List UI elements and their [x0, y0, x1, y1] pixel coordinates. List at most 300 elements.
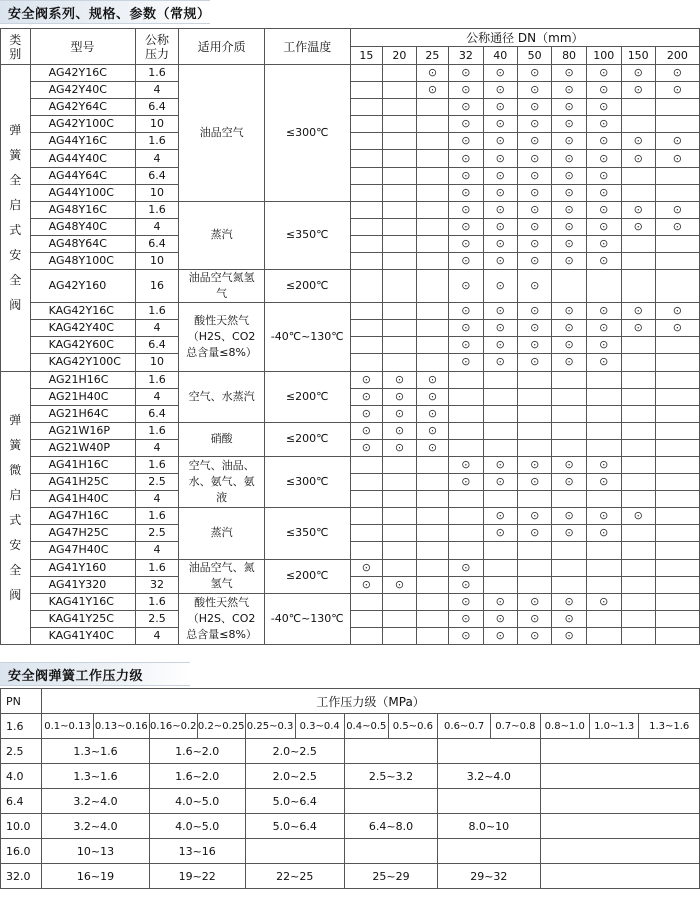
pressure-cell: 1.6	[135, 593, 179, 610]
dn-availability-cell	[350, 593, 383, 610]
dn-availability-cell: ⊙	[483, 184, 517, 201]
dn-availability-cell	[483, 422, 517, 439]
table-row	[1, 371, 700, 388]
dn-availability-cell	[350, 337, 383, 354]
dn-availability-cell	[552, 576, 586, 593]
dn-availability-cell: ⊙	[552, 525, 586, 542]
model-cell: AG48Y40C	[30, 218, 135, 235]
table-row	[1, 133, 700, 150]
pressure-cell: 6.4	[135, 235, 179, 252]
dn-availability-cell: ⊙	[655, 303, 699, 320]
header-dn-200: 200	[655, 47, 699, 65]
pressure-cell: 1.6	[135, 559, 179, 576]
dn-availability-cell	[350, 133, 383, 150]
table-row	[1, 456, 700, 473]
dn-availability-cell	[449, 508, 483, 525]
dn-availability-cell: ⊙	[517, 610, 551, 627]
dn-availability-cell	[416, 320, 449, 337]
dn-availability-cell	[621, 593, 655, 610]
table-row	[1, 814, 700, 839]
dn-availability-cell: ⊙	[449, 167, 483, 184]
dn-availability-cell: ⊙	[483, 270, 517, 303]
range-cell: 25~29	[344, 864, 437, 889]
dn-availability-cell: ⊙	[621, 508, 655, 525]
pressure-cell: 2.5	[135, 610, 179, 627]
dn-availability-cell: ⊙	[483, 116, 517, 133]
dn-availability-cell: ⊙	[552, 593, 586, 610]
dn-availability-cell	[416, 253, 449, 270]
pn-cell: 16.0	[1, 839, 42, 864]
dn-availability-cell	[383, 593, 416, 610]
dn-availability-cell: ⊙	[350, 559, 383, 576]
dn-availability-cell: ⊙	[449, 320, 483, 337]
dn-availability-cell	[483, 559, 517, 576]
dn-availability-cell: ⊙	[621, 82, 655, 99]
dn-availability-cell	[416, 456, 449, 473]
dn-availability-cell: ⊙	[383, 439, 416, 456]
dn-availability-cell	[383, 525, 416, 542]
dn-availability-cell: ⊙	[517, 270, 551, 303]
dn-availability-cell: ⊙	[449, 133, 483, 150]
category-char: 簧	[9, 147, 22, 162]
empty-cell	[540, 814, 699, 839]
table-row	[1, 864, 700, 889]
pressure-cell: 4	[135, 218, 179, 235]
pn-cell: 6.4	[1, 789, 42, 814]
dn-availability-cell	[621, 337, 655, 354]
dn-availability-cell	[483, 439, 517, 456]
pressure-cell: 6.4	[135, 405, 179, 422]
dn-availability-cell: ⊙	[483, 337, 517, 354]
dn-availability-cell: ⊙	[449, 303, 483, 320]
dn-availability-cell: ⊙	[655, 320, 699, 337]
dn-availability-cell: ⊙	[483, 82, 517, 99]
empty-cell	[540, 764, 699, 789]
dn-availability-cell: ⊙	[552, 133, 586, 150]
dn-availability-cell: ⊙	[586, 320, 621, 337]
dn-availability-cell: ⊙	[552, 627, 586, 644]
dn-availability-cell	[350, 184, 383, 201]
dn-availability-cell	[449, 388, 483, 405]
range-cell: 0.25~0.3	[245, 714, 295, 739]
table-row	[1, 508, 700, 525]
dn-availability-cell	[416, 559, 449, 576]
model-cell: AG42Y160	[30, 270, 135, 303]
model-cell: KAG42Y16C	[30, 303, 135, 320]
dn-availability-cell	[552, 388, 586, 405]
table-row	[1, 764, 700, 789]
dn-availability-cell	[655, 167, 699, 184]
dn-availability-cell	[483, 371, 517, 388]
dn-availability-cell	[517, 559, 551, 576]
dn-availability-cell: ⊙	[383, 576, 416, 593]
table-row	[1, 184, 700, 201]
empty-cell	[540, 864, 699, 889]
dn-availability-cell	[416, 337, 449, 354]
range-cell: 0.5~0.6	[388, 714, 437, 739]
dn-availability-cell: ⊙	[621, 218, 655, 235]
dn-availability-cell	[383, 184, 416, 201]
dn-availability-cell: ⊙	[449, 82, 483, 99]
model-cell: AG42Y100C	[30, 116, 135, 133]
dn-availability-cell	[416, 303, 449, 320]
range-cell: 1.6~2.0	[149, 764, 245, 789]
range-cell	[344, 839, 437, 864]
dn-availability-cell	[655, 116, 699, 133]
pressure-cell: 4	[135, 542, 179, 559]
header-dn-100: 100	[586, 47, 621, 65]
header-dn-40: 40	[483, 47, 517, 65]
dn-availability-cell: ⊙	[517, 65, 551, 82]
dn-availability-cell: ⊙	[586, 116, 621, 133]
dn-availability-cell	[416, 150, 449, 167]
dn-availability-cell: ⊙	[483, 235, 517, 252]
dn-availability-cell: ⊙	[586, 184, 621, 201]
dn-availability-cell	[655, 456, 699, 473]
table-row	[1, 576, 700, 593]
empty-cell	[540, 839, 699, 864]
dn-availability-cell	[350, 456, 383, 473]
header-dn-25: 25	[416, 47, 449, 65]
dn-availability-cell	[655, 337, 699, 354]
dn-availability-cell: ⊙	[416, 82, 449, 99]
dn-availability-cell	[350, 99, 383, 116]
dn-availability-cell: ⊙	[416, 439, 449, 456]
dn-availability-cell	[552, 422, 586, 439]
dn-availability-cell	[416, 508, 449, 525]
dn-availability-cell: ⊙	[552, 474, 586, 491]
category-char: 簧	[9, 437, 22, 452]
dn-availability-cell	[655, 508, 699, 525]
pressure-cell: 6.4	[135, 337, 179, 354]
dn-availability-cell	[621, 559, 655, 576]
dn-availability-cell: ⊙	[586, 150, 621, 167]
range-cell	[438, 839, 541, 864]
dn-availability-cell	[416, 576, 449, 593]
dn-availability-cell	[655, 388, 699, 405]
dn-availability-cell	[552, 405, 586, 422]
dn-availability-cell	[621, 542, 655, 559]
category-char: 阀	[9, 587, 22, 602]
dn-availability-cell	[621, 235, 655, 252]
table-row	[1, 593, 700, 610]
dn-availability-cell: ⊙	[449, 270, 483, 303]
dn-availability-cell: ⊙	[586, 167, 621, 184]
dn-availability-cell	[350, 116, 383, 133]
dn-availability-cell	[483, 576, 517, 593]
dn-availability-cell	[655, 422, 699, 439]
table-row	[1, 739, 700, 764]
dn-availability-cell	[655, 525, 699, 542]
dn-availability-cell	[655, 593, 699, 610]
dn-availability-cell	[655, 491, 699, 508]
model-cell: KAG42Y100C	[30, 354, 135, 371]
model-cell: AG41H25C	[30, 474, 135, 491]
dn-availability-cell	[350, 218, 383, 235]
dn-availability-cell	[517, 491, 551, 508]
dn-availability-cell	[416, 542, 449, 559]
pn-cell: 4.0	[1, 764, 42, 789]
dn-availability-cell	[655, 99, 699, 116]
dn-availability-cell: ⊙	[517, 593, 551, 610]
dn-availability-cell	[350, 253, 383, 270]
dn-availability-cell	[383, 508, 416, 525]
dn-availability-cell	[416, 270, 449, 303]
temperature-cell: ≤350℃	[264, 508, 350, 559]
dn-availability-cell	[383, 218, 416, 235]
model-cell: AG41H16C	[30, 456, 135, 473]
dn-availability-cell	[586, 559, 621, 576]
dn-availability-cell	[655, 235, 699, 252]
model-cell: AG47H40C	[30, 542, 135, 559]
section-title-series	[0, 0, 210, 24]
dn-availability-cell	[621, 525, 655, 542]
dn-availability-cell	[350, 627, 383, 644]
model-cell: KAG42Y40C	[30, 320, 135, 337]
model-cell: AG44Y16C	[30, 133, 135, 150]
dn-availability-cell: ⊙	[586, 218, 621, 235]
pressure-cell: 1.6	[135, 508, 179, 525]
dn-availability-cell	[655, 371, 699, 388]
range-cell: 1.6~2.0	[149, 739, 245, 764]
dn-availability-cell	[621, 627, 655, 644]
dn-availability-cell: ⊙	[552, 456, 586, 473]
dn-availability-cell	[416, 167, 449, 184]
range-cell	[344, 739, 437, 764]
dn-availability-cell: ⊙	[586, 235, 621, 252]
dn-availability-cell: ⊙	[449, 99, 483, 116]
dn-availability-cell: ⊙	[483, 201, 517, 218]
pressure-cell: 2.5	[135, 474, 179, 491]
range-cell: 1.3~1.6	[42, 739, 150, 764]
dn-availability-cell	[383, 491, 416, 508]
dn-availability-cell	[483, 491, 517, 508]
dn-availability-cell: ⊙	[517, 235, 551, 252]
model-cell: AG21H16C	[30, 371, 135, 388]
dn-availability-cell: ⊙	[586, 337, 621, 354]
dn-availability-cell: ⊙	[655, 150, 699, 167]
dn-availability-cell	[416, 627, 449, 644]
dn-availability-cell	[383, 235, 416, 252]
dn-availability-cell	[517, 439, 551, 456]
dn-availability-cell	[383, 99, 416, 116]
dn-availability-cell	[350, 525, 383, 542]
pressure-cell: 1.6	[135, 133, 179, 150]
table-row	[1, 354, 700, 371]
header-dn-150: 150	[621, 47, 655, 65]
table-row	[1, 491, 700, 508]
range-cell: 0.8~1.0	[540, 714, 589, 739]
dn-availability-cell: ⊙	[552, 508, 586, 525]
model-cell: AG21W40P	[30, 439, 135, 456]
header-dn: 公称通径 DN（mm）	[350, 29, 699, 47]
header-model: 型号	[30, 29, 135, 65]
dn-availability-cell: ⊙	[383, 388, 416, 405]
range-cell: 3.2~4.0	[438, 764, 541, 789]
dn-availability-cell	[416, 116, 449, 133]
dn-availability-cell: ⊙	[517, 201, 551, 218]
dn-availability-cell	[383, 253, 416, 270]
pressure-cell: 4	[135, 439, 179, 456]
dn-availability-cell: ⊙	[621, 65, 655, 82]
dn-availability-cell: ⊙	[483, 218, 517, 235]
dn-availability-cell	[552, 559, 586, 576]
dn-availability-cell: ⊙	[449, 184, 483, 201]
dn-availability-cell: ⊙	[517, 354, 551, 371]
dn-availability-cell: ⊙	[517, 303, 551, 320]
dn-availability-cell	[350, 542, 383, 559]
header-pn: PN	[1, 689, 42, 714]
dn-availability-cell: ⊙	[449, 253, 483, 270]
category-char: 全	[9, 172, 22, 187]
range-cell: 0.7~0.8	[491, 714, 540, 739]
table-row	[1, 542, 700, 559]
dn-availability-cell: ⊙	[655, 201, 699, 218]
range-cell	[438, 739, 541, 764]
dn-availability-cell	[383, 116, 416, 133]
model-cell: AG44Y64C	[30, 167, 135, 184]
dn-availability-cell	[552, 371, 586, 388]
dn-availability-cell: ⊙	[483, 150, 517, 167]
model-cell: AG42Y64C	[30, 99, 135, 116]
spring-pressure-table	[0, 688, 700, 889]
dn-availability-cell	[383, 320, 416, 337]
table-row	[1, 525, 700, 542]
dn-availability-cell	[552, 270, 586, 303]
dn-availability-cell: ⊙	[586, 456, 621, 473]
dn-availability-cell: ⊙	[552, 610, 586, 627]
dn-availability-cell	[517, 422, 551, 439]
table-row	[1, 405, 700, 422]
dn-availability-cell	[655, 542, 699, 559]
range-cell: 0.16~0.2	[149, 714, 197, 739]
dn-availability-cell: ⊙	[586, 133, 621, 150]
dn-availability-cell: ⊙	[655, 65, 699, 82]
header-dn-50: 50	[517, 47, 551, 65]
range-cell: 1.3~1.6	[42, 764, 150, 789]
dn-availability-cell	[350, 150, 383, 167]
medium-cell: 酸性天然气（H2S、CO2总含量≤8%）	[179, 593, 264, 644]
dn-availability-cell	[350, 201, 383, 218]
category-cell	[1, 65, 31, 372]
dn-availability-cell	[416, 99, 449, 116]
temperature-cell: ≤200℃	[264, 270, 350, 303]
range-cell: 2.5~3.2	[344, 764, 437, 789]
category-char: 式	[9, 512, 22, 527]
dn-availability-cell	[655, 610, 699, 627]
dn-availability-cell	[383, 167, 416, 184]
temperature-cell: ≤200℃	[264, 371, 350, 422]
dn-availability-cell	[449, 405, 483, 422]
category-char: 弹	[9, 122, 22, 137]
dn-availability-cell	[449, 542, 483, 559]
range-cell: 10~13	[42, 839, 150, 864]
table-row	[1, 235, 700, 252]
dn-availability-cell: ⊙	[586, 593, 621, 610]
range-cell: 13~16	[149, 839, 245, 864]
dn-availability-cell	[383, 627, 416, 644]
dn-availability-cell: ⊙	[586, 65, 621, 82]
range-cell: 4.0~5.0	[149, 814, 245, 839]
medium-cell: 油品空气	[179, 65, 264, 202]
range-cell: 22~25	[245, 864, 344, 889]
dn-availability-cell	[483, 405, 517, 422]
dn-availability-cell: ⊙	[517, 508, 551, 525]
dn-availability-cell	[552, 439, 586, 456]
dn-availability-cell: ⊙	[621, 201, 655, 218]
range-cell	[438, 789, 541, 814]
range-cell: 19~22	[149, 864, 245, 889]
dn-availability-cell	[383, 610, 416, 627]
range-cell: 0.4~0.5	[344, 714, 388, 739]
pressure-cell: 1.6	[135, 371, 179, 388]
dn-availability-cell	[655, 253, 699, 270]
dn-availability-cell	[383, 559, 416, 576]
dn-availability-cell: ⊙	[621, 150, 655, 167]
dn-availability-cell: ⊙	[586, 303, 621, 320]
dn-availability-cell	[350, 303, 383, 320]
dn-availability-cell	[655, 559, 699, 576]
pn-cell: 1.6	[1, 714, 42, 739]
dn-availability-cell: ⊙	[449, 627, 483, 644]
pressure-cell: 4	[135, 627, 179, 644]
model-cell: AG47H25C	[30, 525, 135, 542]
medium-cell: 油品空气、氮氢气	[179, 559, 264, 593]
temperature-cell: ≤300℃	[264, 456, 350, 507]
medium-cell: 蒸汽	[179, 508, 264, 559]
empty-cell	[540, 789, 699, 814]
section-title-text: 安全阀系列、规格、参数（常规）	[8, 7, 211, 22]
dn-availability-cell: ⊙	[517, 627, 551, 644]
dn-availability-cell	[621, 116, 655, 133]
dn-availability-cell: ⊙	[586, 525, 621, 542]
dn-availability-cell: ⊙	[621, 320, 655, 337]
dn-availability-cell	[586, 371, 621, 388]
category-char: 弹	[9, 412, 22, 427]
pressure-cell: 1.6	[135, 65, 179, 82]
pressure-cell: 4	[135, 150, 179, 167]
category-char: 全	[9, 272, 22, 287]
dn-availability-cell	[586, 439, 621, 456]
dn-availability-cell	[621, 354, 655, 371]
pressure-cell: 16	[135, 270, 179, 303]
medium-cell: 酸性天然气（H2S、CO2总含量≤8%）	[179, 303, 264, 371]
dn-availability-cell	[416, 218, 449, 235]
pressure-cell: 10	[135, 184, 179, 201]
table-row	[1, 65, 700, 82]
dn-availability-cell: ⊙	[655, 82, 699, 99]
model-cell: KAG41Y40C	[30, 627, 135, 644]
model-cell: AG44Y40C	[30, 150, 135, 167]
dn-availability-cell	[655, 439, 699, 456]
dn-availability-cell: ⊙	[517, 474, 551, 491]
dn-availability-cell: ⊙	[350, 439, 383, 456]
dn-availability-cell: ⊙	[552, 150, 586, 167]
dn-availability-cell	[621, 388, 655, 405]
dn-availability-cell	[383, 474, 416, 491]
dn-availability-cell: ⊙	[483, 354, 517, 371]
dn-availability-cell: ⊙	[517, 184, 551, 201]
dn-availability-cell	[621, 491, 655, 508]
medium-cell: 空气、油品、水、氨气、氨液	[179, 456, 264, 507]
dn-availability-cell	[350, 235, 383, 252]
dn-availability-cell: ⊙	[483, 456, 517, 473]
model-cell: KAG41Y25C	[30, 610, 135, 627]
range-cell: 4.0~5.0	[149, 789, 245, 814]
dn-availability-cell	[449, 491, 483, 508]
model-cell: AG48Y16C	[30, 201, 135, 218]
model-cell: AG44Y100C	[30, 184, 135, 201]
